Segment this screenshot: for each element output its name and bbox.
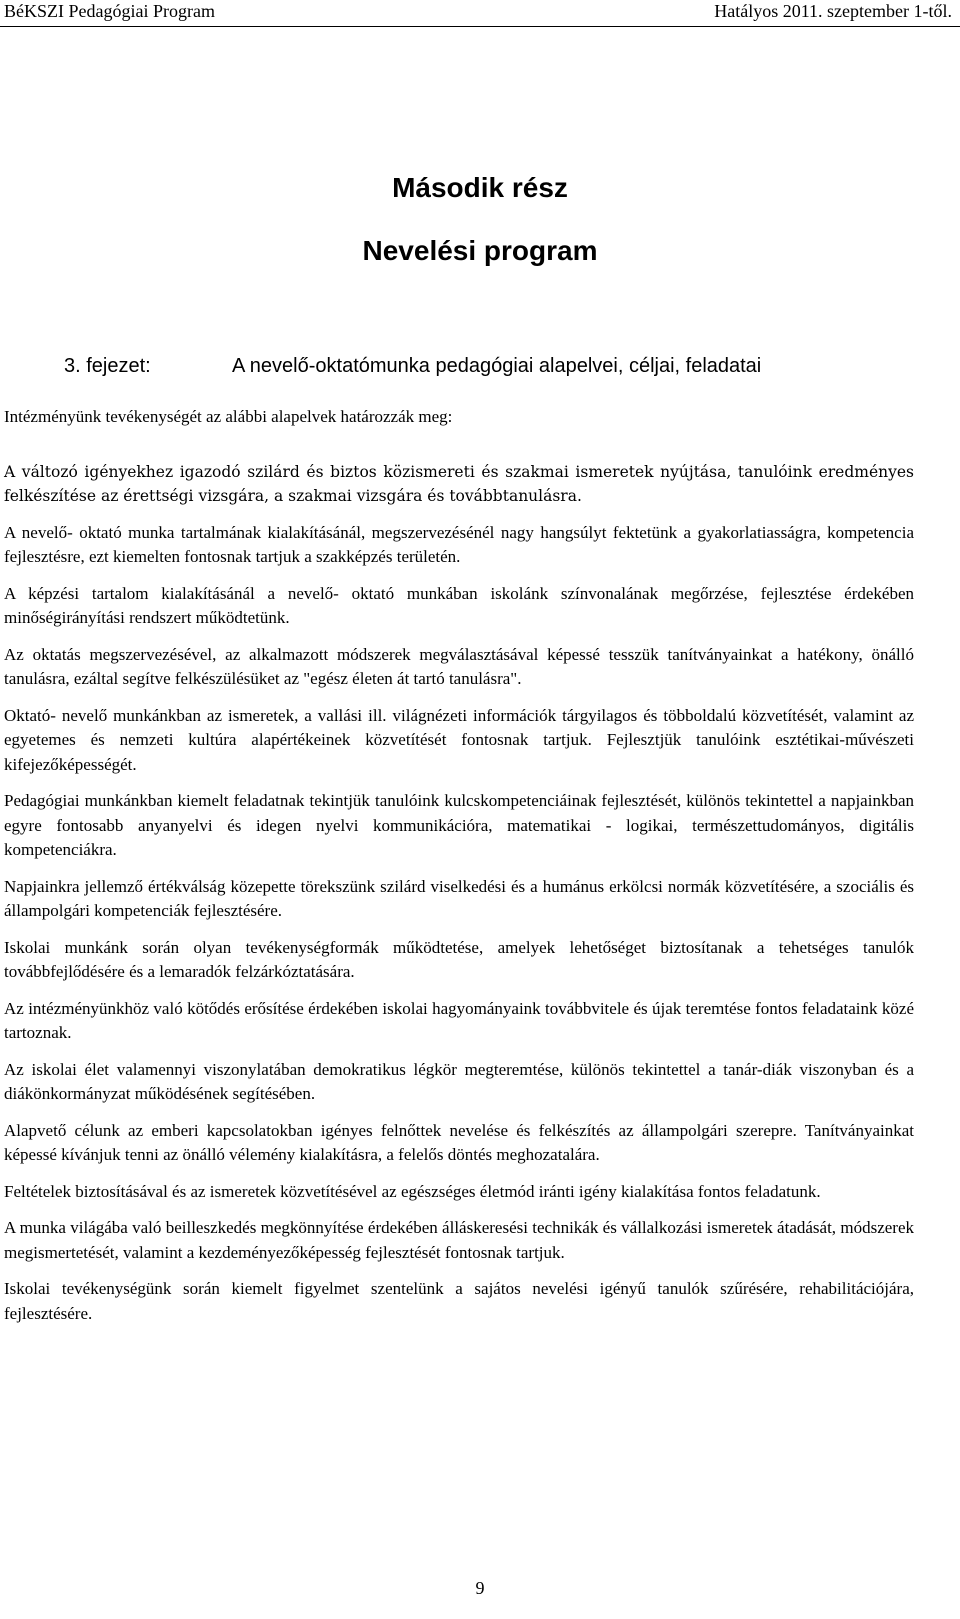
paragraph: A munka világába való beilleszkedés megkönnyítése érdekében álláskeresési technikák és vállalkozási ismeretek átadását, módszerek megismertetését, valamint a kezdeményezőképesség fejlesztését fontosnak tartjuk. [4,1218,914,1262]
paragraph: Napjainkra jellemző értékválság közepette törekszünk szilárd viselkedési és a humánus erkölcsi normák közvetítésére, a szociális és állampolgári kompetenciák fejlesztésére. [4,876,914,920]
paragraph: Pedagógiai munkánkban kiemelt feladatnak tekintjük tanulóink kulcskompetenciáinak fejlesztését, különös tekintettel a napjainkban egyre fontosabb anyanyelvi és idegen nyelvi kommunikációra, matematikai - logikai, természettudományos, digitális kompetenciákra. [4,791,914,859]
program-title: Nevelési program [362,235,598,266]
header-document-title: BéKSZI Pedagógiai Program [4,1,215,21]
intro-paragraph: Intézményünk tevékenységét az alábbi alapelvek határozzák meg: [4,407,453,426]
paragraph: Alapvető célunk az emberi kapcsolatokban igényes felnőttek nevelése és felkészítés az állampolgári szerepre. Tanítványainkat képessé kívánjuk tenni az önálló vélemény kialakításra, a felelős döntés meghozatalára. [4,1120,914,1164]
paragraph: Iskolai tevékenységünk során kiemelt figyelmet szentelünk a sajátos nevelési igényű tanulók szűrésére, rehabilitációjára, fejlesztésére. [4,1279,914,1323]
paragraph: Oktató- nevelő munkánkban az ismeretek, a vallási ill. világnézeti információk tárgyilagos és többoldalú közvetítését, valamint az egyetemes és nemzeti kultúra alapértékeinek közvetítését fontosnak tartjuk. Fejlesztjük tanulóink esztétikai-művészeti kifejezőképességét. [4,705,914,774]
paragraph: A nevelő- oktató munka tartalmának kialakításánál, megszervezésénél nagy hangsúlyt fektetünk a gyakorlatiasságra, kompetencia fejlesztésre, ezt kiemelten fontosnak tartjuk a szakképzés területén. [4,522,914,566]
paragraph: A változó igényekhez igazodó szilárd és biztos közismereti és szakmai ismeretek nyújtása, tanulóink eredményes felkészítése az érettségi vizsgára, a szakmai vizsgára és továbbtanulásra. [4,462,914,505]
page-header [0,0,960,27]
body-text [4,405,914,1338]
paragraph: Feltételek biztosításával és az ismeretek közvetítésével az egészséges életmód iránti igény kialakítása fontos feladatunk. [4,1181,821,1201]
part-title: Második rész [392,172,568,203]
paragraph: Iskolai munkánk során olyan tevékenységformák működtetése, amelyek lehetőséget biztosítanak a tehetséges tanulók továbbfejlődésére és a lemaradók felzárkóztatására. [4,937,914,981]
paragraph: Az intézményünkhöz való kötődés erősítése érdekében iskolai hagyományaink továbbvitele és újak teremtése fontos feladataink közé tartoznak. [4,998,914,1042]
chapter-number: 3. fejezet: [64,355,151,377]
paragraph: Az oktatás megszervezésével, az alkalmazott módszerek megválasztásával képessé tesszük tanítványainkat a hatékony, önálló tanulásra, ezáltal segítve felkészülésüket az "egész életen át tartó tanulásra". [4,644,914,688]
chapter-title: A nevelő-oktatómunka pedagógiai alapelvei, céljai, feladatai [232,355,762,377]
header-effective-date: Hatályos 2011. szeptember 1-től. [714,1,952,21]
paragraph: Az iskolai élet valamennyi viszonylatában demokratikus légkör megteremtése, különös tekintettel a tanár-diák viszonyban és a diákönkormányzat működésének segítésében. [4,1059,914,1103]
paragraph: A képzési tartalom kialakításánál a nevelő- oktató munkában iskolánk színvonalának megőrzése, fejlesztése érdekében minőségirányítási rendszert működtetünk. [4,583,914,627]
page-number: 9 [475,1578,485,1598]
